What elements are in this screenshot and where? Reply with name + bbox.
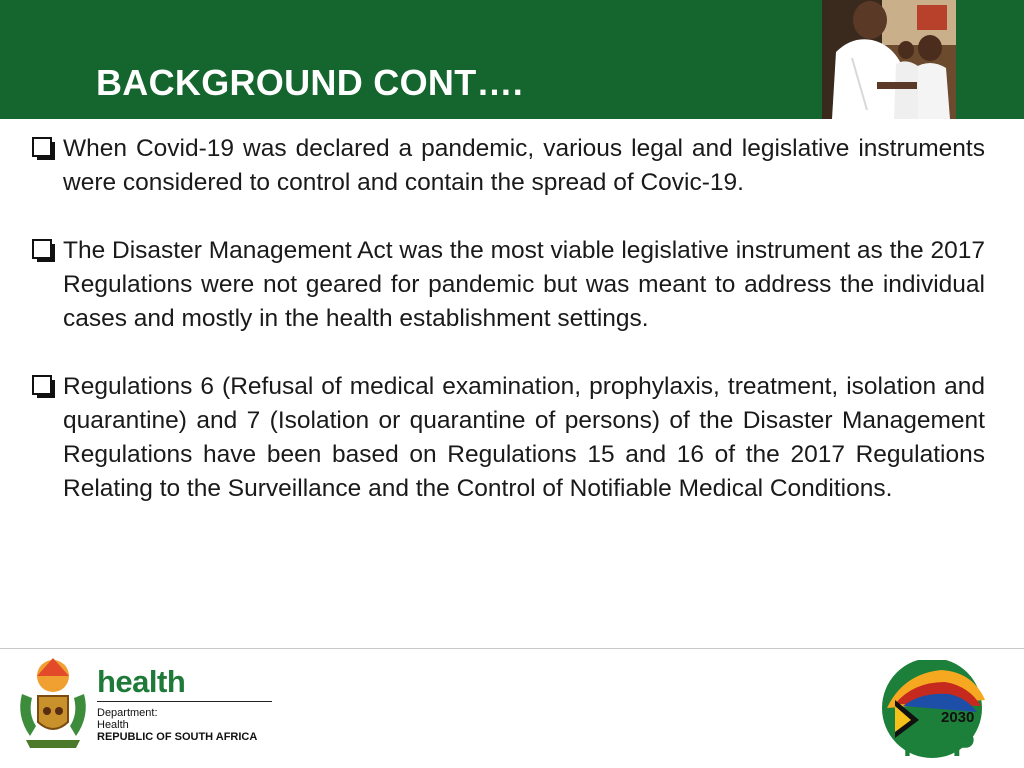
- slide-title: BACKGROUND CONT….: [96, 62, 524, 103]
- country-name: REPUBLIC OF SOUTH AFRICA: [97, 731, 258, 743]
- bullet-text: The Disaster Management Act was the most viable legislative instrument as the 2017 Regulations were not geared for pandemic but was meant to address the individual cases and mostly in the health establishment settings.: [63, 237, 985, 332]
- footer-divider: [0, 648, 1024, 649]
- checkbox-bullet-icon: [32, 137, 52, 157]
- bullet-text: Regulations 6 (Refusal of medical examination, prophylaxis, treatment, isolation and quarantine) and 7 (Isolation or quarantine of persons) of the Disaster Management Regulations have been based on Regulations 15 and 16 of the 2017 Regulations Relating to the Surveillance and the Control of Notifiable Medical Conditions.: [63, 373, 985, 502]
- coat-of-arms-icon: [16, 656, 90, 751]
- department-name: Health: [97, 719, 129, 731]
- ndp-year: 2030: [941, 709, 975, 726]
- bullet-item: [30, 234, 985, 336]
- department-label: Department:: [97, 707, 158, 719]
- header-bar: [0, 0, 1024, 119]
- bullet-list: [30, 132, 985, 540]
- health-logo-text: health: [97, 664, 186, 699]
- health-logo-rule: [97, 701, 272, 702]
- bullet-item: [30, 132, 985, 200]
- ndp-2030-logo: [873, 660, 991, 760]
- nurse-vaccinating-child-photo-icon: [822, 0, 956, 119]
- bullet-text: When Covid-19 was declared a pandemic, various legal and legislative instruments were considered to control and contain the spread of Covic-19.: [63, 135, 985, 196]
- bullet-item: [30, 370, 985, 506]
- ndp-text: NDP: [903, 726, 975, 760]
- checkbox-bullet-icon: [32, 375, 52, 395]
- checkbox-bullet-icon: [32, 239, 52, 259]
